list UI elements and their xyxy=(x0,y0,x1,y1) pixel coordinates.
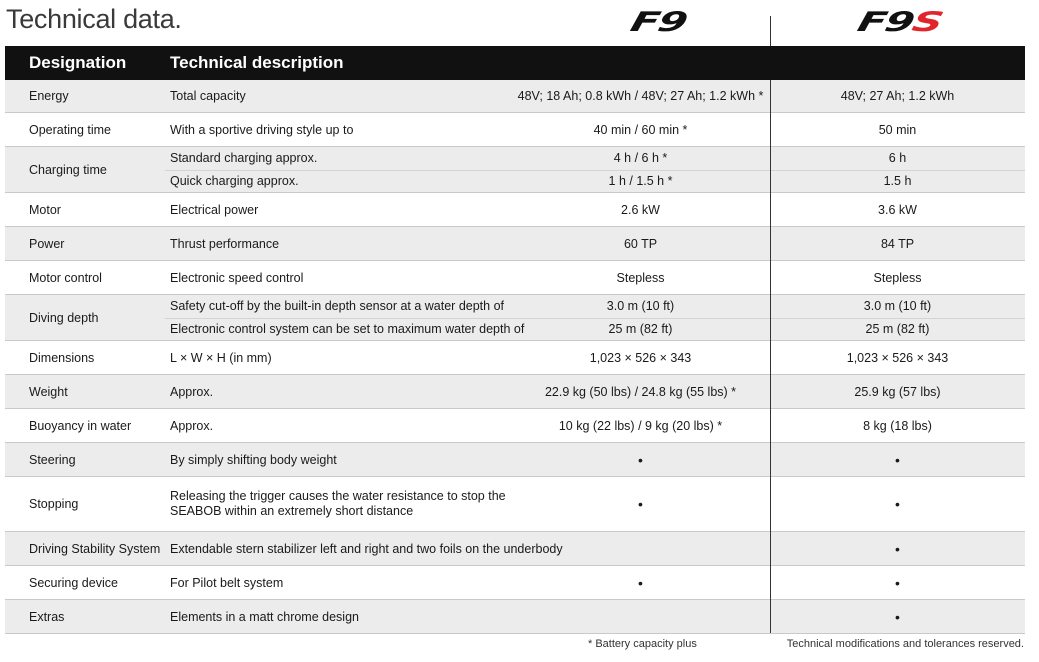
column-divider xyxy=(770,80,771,633)
f9-value: 22.9 kg (50 lbs) / 24.8 kg (55 lbs) * xyxy=(544,384,737,399)
row-line xyxy=(5,341,1025,374)
row-line xyxy=(5,532,1025,565)
row-designation: Motor xyxy=(29,202,61,217)
row-line xyxy=(5,477,1025,531)
row-designation: Operating time xyxy=(29,122,111,137)
f9s-value: 50 min xyxy=(878,122,917,137)
row-line xyxy=(5,443,1025,476)
f9-value: • xyxy=(638,451,643,468)
table-row xyxy=(5,566,1025,600)
f9s-value: 6 h xyxy=(888,151,907,166)
row-line xyxy=(5,600,1025,633)
row-description: Approx. xyxy=(170,384,214,399)
row-line xyxy=(5,80,1025,112)
table-row xyxy=(5,147,1025,193)
f9s-value: 84 TP xyxy=(880,236,915,251)
f9s-value: 1,023 × 526 × 343 xyxy=(846,350,949,365)
f9s-value: 1.5 h xyxy=(883,173,912,188)
row-designation: Energy xyxy=(29,89,69,103)
header-description: Technical description xyxy=(170,53,344,72)
f9-value: 25 m (82 ft) xyxy=(608,321,673,336)
f9-value: 1,023 × 526 × 343 xyxy=(589,350,692,365)
row-designation: Driving Stability System xyxy=(29,541,161,556)
row-line xyxy=(5,193,1025,226)
row-designation: Motor control xyxy=(29,270,102,285)
f9-value: 2.6 kW xyxy=(621,202,660,217)
row-description xyxy=(170,489,506,519)
table-row xyxy=(5,295,1025,341)
row-description: Elements in a matt chrome design xyxy=(170,609,359,624)
row-description: Safety cut-off by the built-in depth sensor at a water depth of xyxy=(170,299,504,314)
f9-logo xyxy=(627,7,690,38)
table-row xyxy=(5,193,1025,227)
table-row xyxy=(5,227,1025,261)
f9-value: Stepless xyxy=(616,270,665,285)
header-designation: Designation xyxy=(29,53,127,72)
f9-value: 3.0 m (10 ft) xyxy=(606,299,675,314)
row-line xyxy=(5,261,1025,294)
table-row xyxy=(5,80,1025,113)
row-designation: Diving depth xyxy=(29,310,99,325)
f9-value: 48V; 18 Ah; 0.8 kWh / 48V; 27 Ah; 1.2 kWh * xyxy=(517,89,764,103)
row-designation: Weight xyxy=(29,384,68,399)
f9-logo-text: F9 xyxy=(627,7,690,38)
f9-value: 10 kg (22 lbs) / 9 kg (20 lbs) * xyxy=(558,418,723,433)
row-designation: Buoyancy in water xyxy=(29,418,132,433)
row-line xyxy=(5,227,1025,260)
f9s-value: • xyxy=(895,608,900,625)
table-row xyxy=(5,261,1025,295)
row-line xyxy=(5,375,1025,408)
f9s-logo-accent: S xyxy=(908,7,946,38)
row-line xyxy=(5,113,1025,146)
table-header xyxy=(5,46,1025,80)
disclaimer: Technical modifications and tolerances reserved. xyxy=(786,638,1024,650)
f9-value: 60 TP xyxy=(623,236,658,251)
row-description: Approx. xyxy=(170,418,214,433)
table-row xyxy=(5,409,1025,443)
f9s-logo xyxy=(854,7,946,38)
table-row xyxy=(5,443,1025,477)
row-description: Thrust performance xyxy=(170,236,280,251)
f9s-value: • xyxy=(895,540,900,557)
f9s-value: 3.0 m (10 ft) xyxy=(863,299,932,314)
row-description: Electronic control system can be set to maximum water depth of xyxy=(170,321,525,336)
f9s-value: Stepless xyxy=(873,270,922,285)
row-designation: Extras xyxy=(29,609,65,624)
table-row xyxy=(5,375,1025,409)
f9s-value: 25.9 kg (57 lbs) xyxy=(854,384,941,399)
row-description: Standard charging approx. xyxy=(170,151,318,166)
row-description-line: SEABOB within an extremely short distance xyxy=(170,504,414,518)
row-line xyxy=(5,566,1025,599)
column-divider-top xyxy=(770,16,771,46)
row-designation: Charging time xyxy=(29,162,107,177)
row-description: Extendable stern stabilizer left and right and two foils on the underbody xyxy=(170,541,563,556)
f9s-value: • xyxy=(895,574,900,591)
f9s-value: 48V; 27 Ah; 1.2 kWh xyxy=(840,89,955,103)
table-row xyxy=(5,477,1025,532)
row-line xyxy=(5,318,1025,341)
row-designation: Stopping xyxy=(29,497,79,511)
row-description-line: Releasing the trigger causes the water resistance to stop the xyxy=(170,489,506,503)
f9-value: 1 h / 1.5 h * xyxy=(608,173,673,188)
row-line xyxy=(5,147,1025,170)
row-line xyxy=(5,170,1025,193)
table-row xyxy=(5,532,1025,566)
row-description: Electronic speed control xyxy=(170,270,304,285)
f9s-value: • xyxy=(895,451,900,468)
row-description: L × W × H (in mm) xyxy=(170,350,272,365)
row-designation: Securing device xyxy=(29,575,118,590)
f9-value: 4 h / 6 h * xyxy=(613,151,668,166)
f9-value: 40 min / 60 min * xyxy=(593,122,688,137)
row-subdivider xyxy=(165,318,1025,319)
f9s-value: 3.6 kW xyxy=(878,202,917,217)
row-description: Total capacity xyxy=(170,89,246,103)
row-line xyxy=(5,409,1025,442)
f9s-logo-text: F9 xyxy=(854,7,917,38)
footnote: * Battery capacity plus xyxy=(588,638,697,650)
f9s-value: • xyxy=(895,496,900,512)
row-description: By simply shifting body weight xyxy=(170,452,337,467)
spec-table xyxy=(5,80,1025,634)
f9-value: • xyxy=(638,574,643,591)
table-row xyxy=(5,341,1025,375)
row-designation: Dimensions xyxy=(29,350,95,365)
f9s-value: 8 kg (18 lbs) xyxy=(863,418,932,433)
row-subdivider xyxy=(165,170,1025,171)
row-designation: Steering xyxy=(29,452,76,467)
page-title: Technical data. xyxy=(6,4,182,34)
row-description: With a sportive driving style up to xyxy=(170,122,354,137)
row-line xyxy=(5,295,1025,318)
table-row xyxy=(5,113,1025,147)
row-description: Quick charging approx. xyxy=(170,173,299,188)
f9-value: • xyxy=(638,496,643,512)
row-description: For Pilot belt system xyxy=(170,575,284,590)
table-row xyxy=(5,600,1025,634)
row-description: Electrical power xyxy=(170,202,259,217)
f9s-value: 25 m (82 ft) xyxy=(865,321,930,336)
row-designation: Power xyxy=(29,236,65,251)
